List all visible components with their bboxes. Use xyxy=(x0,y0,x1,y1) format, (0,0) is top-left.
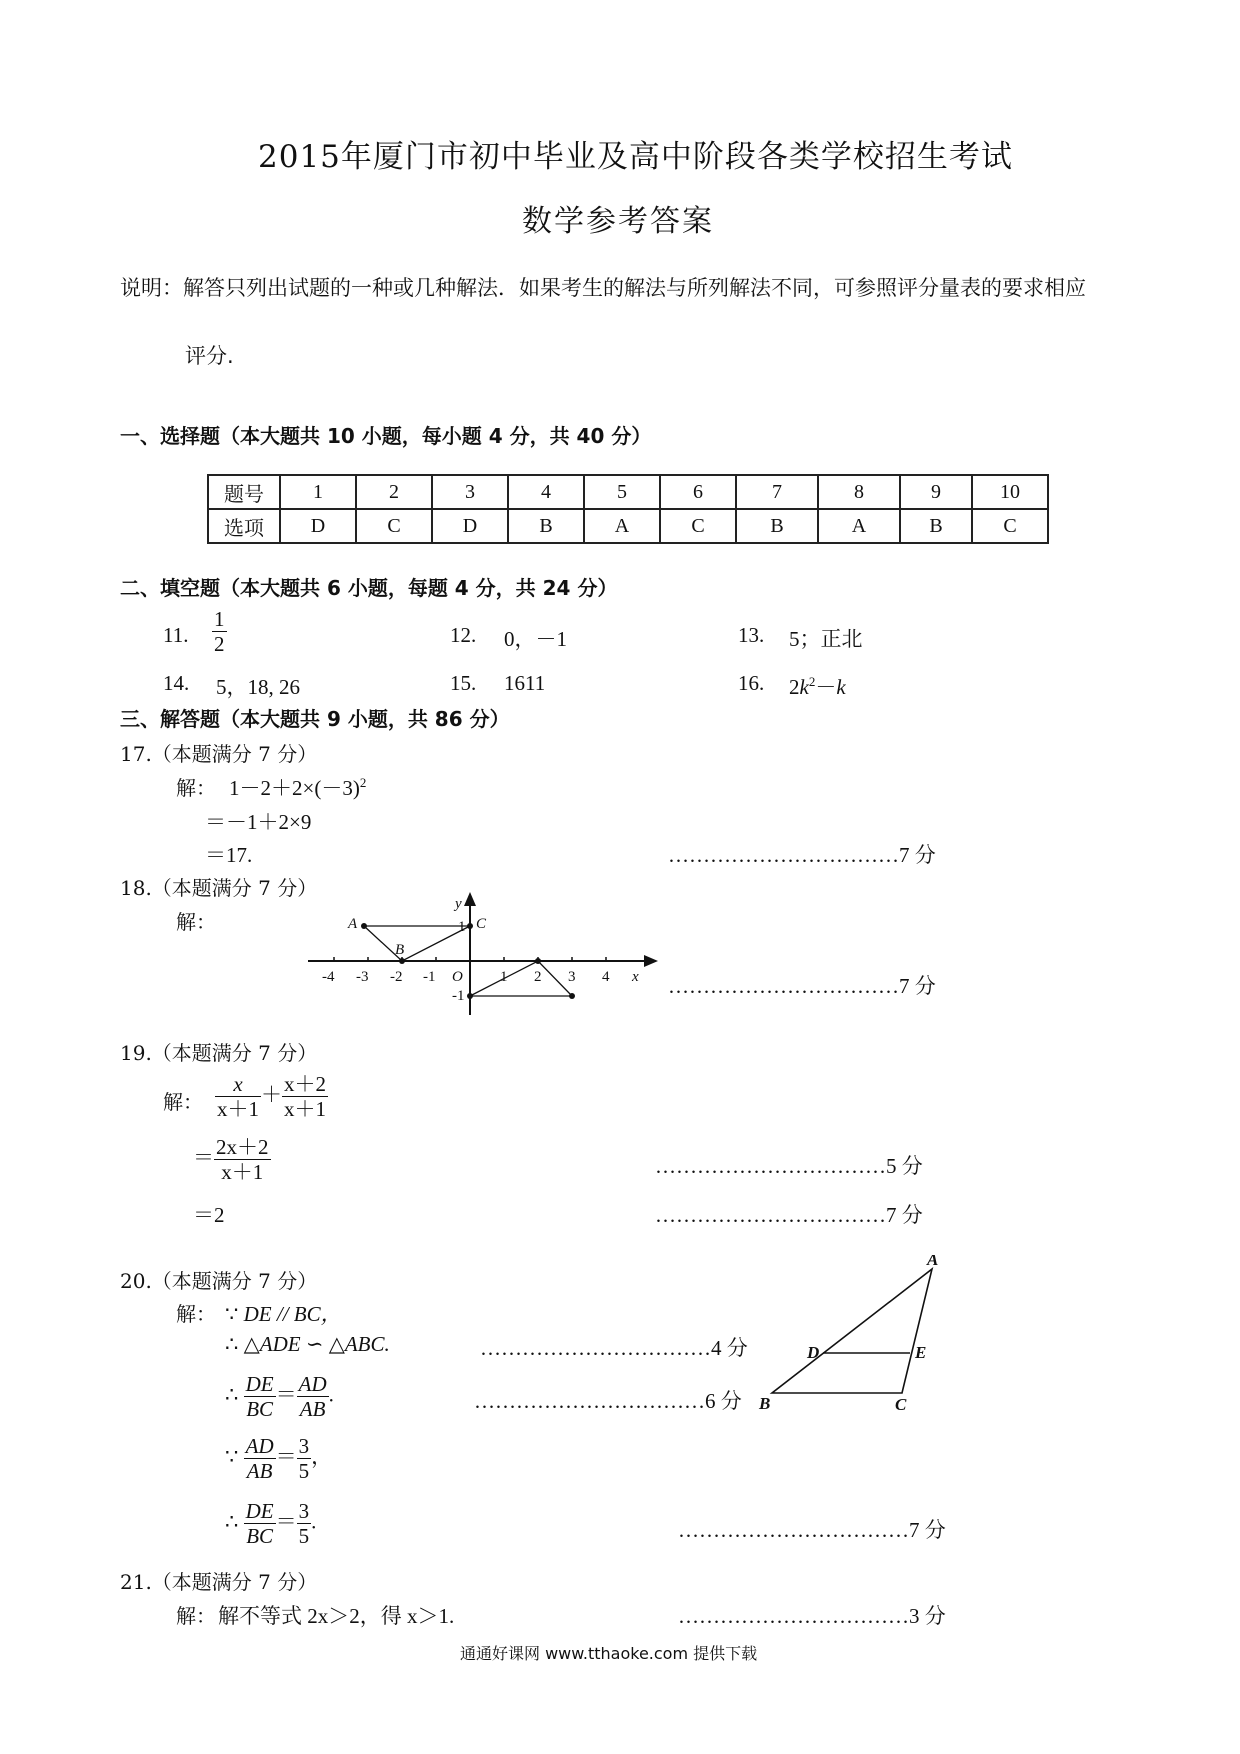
vertex-a-label: A xyxy=(927,1255,939,1269)
q20-eq: ＝ xyxy=(275,1509,297,1534)
q21-title: 21.（本题满分 7 分） xyxy=(120,1570,318,1594)
table-cell: A xyxy=(818,509,900,543)
vertex-e-label: E xyxy=(915,1343,927,1362)
q21-jie: 解： xyxy=(176,1604,216,1628)
section-1-heading: 一、选择题（本大题共 10 小题，每小题 4 分，共 40 分） xyxy=(120,424,652,448)
q20-score-2: ……………………………6 分 xyxy=(474,1389,742,1413)
q14-answer: 5，18, 26 xyxy=(216,675,300,699)
q17-line2: ＝－1＋2×9 xyxy=(205,810,312,834)
x-tick-label: -2 xyxy=(390,969,403,985)
q20-f6-num: 3 xyxy=(298,1499,310,1523)
q20-eq: ＝ xyxy=(275,1444,297,1469)
point-image-2 xyxy=(535,958,541,964)
q11-number: 11. xyxy=(163,623,189,647)
q20-f3-den: AB xyxy=(246,1459,273,1484)
q12-number: 12. xyxy=(450,623,477,647)
x-tick-label: 2 xyxy=(534,969,542,985)
answer-table xyxy=(207,474,1049,544)
y-tick-label: 1 xyxy=(458,919,466,935)
q19-f2-den: x＋1 xyxy=(284,1097,326,1122)
x-axis-arrow xyxy=(644,955,658,967)
q20-because: ∵ xyxy=(225,1444,239,1469)
q20-line1 xyxy=(225,1298,342,1328)
table-cell: 5 xyxy=(584,475,660,509)
point-image-1 xyxy=(467,993,473,999)
point-c-label: C xyxy=(476,916,487,932)
q19-line3: ＝2 xyxy=(193,1203,225,1227)
q17-jie: 解： xyxy=(176,776,216,800)
table-cell: 9 xyxy=(900,475,972,509)
q16-number: 16. xyxy=(738,671,765,695)
y-axis-arrow xyxy=(464,892,476,906)
q20-because: ∵ xyxy=(225,1302,239,1326)
q18-title: 18.（本题满分 7 分） xyxy=(120,876,318,900)
vertex-d-label: D xyxy=(807,1343,820,1362)
q20-line5 xyxy=(225,1499,316,1548)
q16-coef: 2 xyxy=(789,675,800,699)
q20-eq: ＝ xyxy=(275,1382,297,1407)
table-row-label: 选项 xyxy=(208,509,280,543)
q18-jie: 解： xyxy=(176,910,216,934)
table-cell: C xyxy=(356,509,432,543)
x-tick-label: -3 xyxy=(356,969,369,985)
table-cell: B xyxy=(508,509,584,543)
q21-line1: 解不等式 2x＞2，得 x＞1. xyxy=(218,1604,455,1628)
q20-score-3: ……………………………7 分 xyxy=(678,1518,946,1542)
table-cell: D xyxy=(280,509,356,543)
point-b xyxy=(399,958,405,964)
q20-f4-den: 5 xyxy=(298,1459,310,1484)
q16-var: k xyxy=(799,675,809,699)
q20-therefore: ∴ xyxy=(225,1382,239,1407)
q12-answer: 0，－1 xyxy=(504,627,567,651)
table-cell: C xyxy=(660,509,736,543)
table-cell: D xyxy=(432,509,508,543)
q20-jie: 解： xyxy=(176,1302,216,1326)
y-tick-label: -1 xyxy=(452,988,465,1004)
table-cell: A xyxy=(584,509,660,543)
q18-graph xyxy=(300,890,660,1018)
q20-therefore: ∴ xyxy=(225,1509,239,1534)
q16-var2: k xyxy=(836,675,846,699)
triangle-abc xyxy=(772,1269,932,1393)
q17-exp: 2 xyxy=(359,775,367,790)
triangle-abc xyxy=(364,926,470,961)
point-a xyxy=(361,923,367,929)
q17-line3: ＝17. xyxy=(205,843,253,867)
x-tick-label: 3 xyxy=(568,969,576,985)
x-tick-label: -1 xyxy=(423,969,436,985)
table-row-label: 题号 xyxy=(208,475,280,509)
q15-number: 15. xyxy=(450,671,477,695)
q19-title: 19.（本题满分 7 分） xyxy=(120,1041,318,1065)
table-cell: 4 xyxy=(508,475,584,509)
q21-score: ……………………………3 分 xyxy=(678,1604,946,1628)
note-line-2: 评分. xyxy=(185,344,234,368)
q19-f1-den: x＋1 xyxy=(217,1097,259,1122)
table-cell: B xyxy=(900,509,972,543)
q18-score: ……………………………7 分 xyxy=(668,974,936,998)
table-cell: 1 xyxy=(280,475,356,509)
q20-f6-den: 5 xyxy=(298,1524,310,1549)
triangle-image xyxy=(470,961,572,996)
q19-f1-num: x xyxy=(215,1072,261,1097)
q20-therefore: ∴ xyxy=(225,1332,239,1356)
q16-answer xyxy=(789,671,846,701)
q20-parallel: DE // BC， xyxy=(243,1302,342,1326)
point-b-label: B xyxy=(395,942,405,958)
q16-exp: 2 xyxy=(808,674,816,689)
table-cell: 10 xyxy=(972,475,1048,509)
answer-table-answer-row xyxy=(208,509,1048,543)
q19-score-2: ……………………………7 分 xyxy=(655,1203,923,1227)
q19-plus: ＋ xyxy=(261,1082,282,1107)
q20-triangle-figure xyxy=(755,1255,955,1413)
point-c xyxy=(467,923,473,929)
q20-f5-num: DE xyxy=(245,1499,274,1523)
y-axis-label: y xyxy=(455,896,462,912)
table-cell: 8 xyxy=(818,475,900,509)
table-cell: 7 xyxy=(736,475,818,509)
q20-score-1: ……………………………4 分 xyxy=(480,1336,748,1360)
q20-f5-den: BC xyxy=(246,1524,274,1549)
q20-line4 xyxy=(225,1434,332,1483)
table-cell: 6 xyxy=(660,475,736,509)
table-cell: 3 xyxy=(432,475,508,509)
x-tick-label: 4 xyxy=(602,969,610,985)
q20-f3-num: AD xyxy=(245,1434,274,1458)
q11-numerator: 1 xyxy=(214,607,225,631)
table-cell: C xyxy=(972,509,1048,543)
point-a-label: A xyxy=(348,916,358,932)
q19-jie: 解： xyxy=(163,1090,203,1114)
q19-f3-den: x＋1 xyxy=(221,1160,264,1185)
q15-answer: 1611 xyxy=(504,671,546,695)
answer-table-number-row xyxy=(208,475,1048,509)
page-title: 2015年厦门市初中毕业及高中阶段各类学校招生考试 xyxy=(258,139,1013,175)
q14-number: 14. xyxy=(163,671,190,695)
q20-f2-num: AD xyxy=(298,1372,327,1396)
section-3-heading: 三、解答题（本大题共 9 小题，共 86 分） xyxy=(120,707,510,731)
q20-line3 xyxy=(225,1372,334,1421)
q16-minus: － xyxy=(815,675,837,699)
q17-score: ……………………………7 分 xyxy=(668,843,936,867)
q13-number: 13. xyxy=(738,623,765,647)
point-image-3 xyxy=(569,993,575,999)
q20-f1-den: BC xyxy=(246,1397,274,1422)
vertex-b-label: B xyxy=(759,1394,771,1413)
note-line-1: 说明：解答只列出试题的一种或几种解法．如果考生的解法与所列解法不同，可参照评分量表的要求相应 xyxy=(120,276,1086,300)
x-axis-label: x xyxy=(632,969,639,985)
q20-dot: . xyxy=(311,1509,317,1534)
q19-score-1: ……………………………5 分 xyxy=(655,1154,923,1178)
q17-expr: 1－2＋2×(－3) xyxy=(229,776,360,800)
q20-f2-den: AB xyxy=(299,1397,326,1422)
q20-f1-num: DE xyxy=(245,1372,274,1396)
x-tick-label: -4 xyxy=(322,969,335,985)
q20-dot: . xyxy=(328,1382,334,1407)
x-tick-label: 1 xyxy=(500,969,508,985)
footer-source: 通通好课网 www.tthaoke.com 提供下载 xyxy=(460,1644,758,1663)
q19-f2-num: x＋2 xyxy=(284,1072,326,1096)
q20-similar: △ADE ∽ △ABC. xyxy=(243,1332,390,1356)
page-subtitle: 数学参考答案 xyxy=(522,204,714,239)
q19-f3-num: 2x＋2 xyxy=(216,1135,269,1159)
q11-answer xyxy=(212,607,227,656)
table-cell: B xyxy=(736,509,818,543)
q20-line2 xyxy=(225,1332,390,1357)
q11-denominator: 2 xyxy=(214,632,225,657)
q20-f4-num: 3 xyxy=(298,1434,310,1458)
q19-line1 xyxy=(215,1072,328,1121)
q20-comma: ， xyxy=(311,1444,333,1469)
q17-title: 17.（本题满分 7 分） xyxy=(120,742,318,766)
q20-title: 20.（本题满分 7 分） xyxy=(120,1269,318,1293)
q19-line2 xyxy=(193,1135,271,1184)
q13-answer: 5；正北 xyxy=(789,627,863,651)
q19-eq: ＝ xyxy=(193,1145,214,1170)
section-2-heading: 二、填空题（本大题共 6 小题，每题 4 分，共 24 分） xyxy=(120,576,618,600)
origin-label: O xyxy=(452,969,463,985)
q17-line1 xyxy=(229,772,366,802)
table-cell: 2 xyxy=(356,475,432,509)
vertex-c-label: C xyxy=(895,1395,907,1413)
